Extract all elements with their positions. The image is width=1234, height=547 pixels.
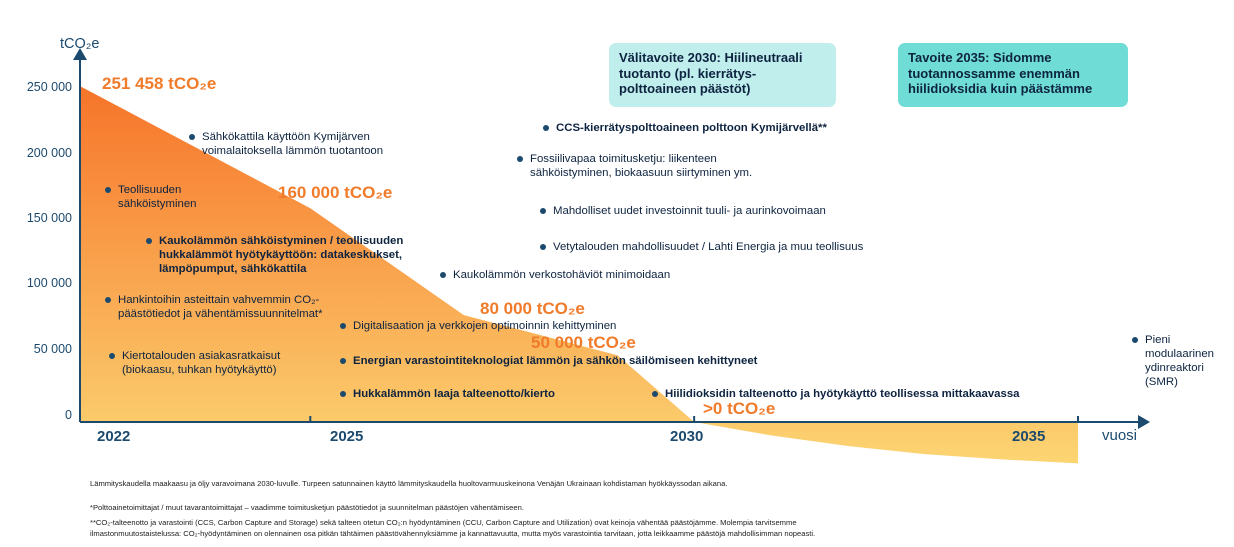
y-tick-label: 0: [65, 408, 72, 422]
annotation-item: Sähkökattila käyttöön Kymijärven voimalaitoksella lämmön tuotantoon: [202, 130, 452, 158]
annotation-item: Hukkalämmön laaja talteenotto/kierto: [353, 387, 653, 401]
annotation-item: Kaukolämmön sähköistyminen / teollisuuden hukkalämmöt hyötykäyttöön: datakeskukset, lämpöpumput, sähkökattila: [159, 234, 429, 276]
x-axis-arrow: [1138, 415, 1150, 429]
footnote-text: *Polttoainetoimittajat / muut tavarantoimittajat – vaadimme toimitusketjun päästötiedot ja suunnitelman päästöjen vähentämiseen.: [90, 503, 524, 512]
x-tick-label: 2025: [330, 428, 364, 445]
annotation-item: CCS-kierrätyspolttoaineen polttoon Kymijärvellä**: [556, 121, 876, 135]
bullet-icon: [105, 297, 111, 303]
milestone-label: >0 tCO₂e: [703, 399, 776, 418]
goal-2035-box: Tavoite 2035: Sidomme tuotannossamme enemmän hiilidioksidia kuin päästämme: [898, 43, 1128, 107]
bullet-icon: [340, 323, 346, 329]
annotation-item: Kiertotalouden asiakasratkaisut (biokaasu, tuhkan hyötykäyttö): [122, 349, 312, 377]
footnote-text: ilmastonmuutostaistelussa: CO₂-hyödyntäminen on olennainen osa pitkän tähtäimen päästövähennyksiämme ja kannattavuutta, mutta myös varastointia tarvitaan, jotta leikkaamme päästöjä mahdollisimman nopeasti.: [90, 529, 816, 538]
bullet-icon: [340, 391, 346, 397]
bullet-icon: [440, 272, 446, 278]
x-tick-label: 2030: [670, 428, 704, 445]
y-tick-label: 150 000: [26, 211, 72, 225]
annotation-item: Pieni modulaarinen ydinreaktori (SMR): [1145, 333, 1230, 389]
y-tick-label: 200 000: [26, 146, 72, 160]
annotation-item: Digitalisaation ja verkkojen optimoinnin kehittyminen: [353, 319, 673, 333]
annotation-item: Energian varastointiteknologiat lämmön ja sähkön säilömiseen kehittyneet: [353, 354, 803, 368]
bullet-icon: [340, 358, 346, 364]
x-tick-label: 2022: [97, 428, 131, 445]
x-axis-label: vuosi: [1102, 427, 1138, 444]
milestone-label: 80 000 tCO₂e: [480, 299, 585, 318]
x-tick-label: 2035: [1012, 428, 1046, 445]
bullet-icon: [1132, 337, 1138, 343]
y-axis-label: tCO₂e: [60, 36, 100, 52]
bullet-icon: [105, 187, 111, 193]
annotation-item: Fossiilivapaa toimitusketju: liikenteen sähköistyminen, biokaasuun siirtyminen ym.: [530, 152, 800, 180]
bullet-icon: [109, 353, 115, 359]
milestone-label: 160 000 tCO₂e: [278, 183, 393, 202]
footnote-text: **CO₂-talteenotto ja varastointi (CCS, Carbon Capture and Storage) sekä talteen otetun CO₂:n hyödyntäminen (CCU, Carbon Capture and Utilization) ovat keinoja vähentää päästöjämme. Molempia tarvitsemme: [90, 518, 797, 527]
y-tick-label: 50 000: [33, 342, 72, 356]
footnote-text: Lämmityskaudella maakaasu ja öljy varavoimana 2030-luvulle. Turpeen satunnainen käyttö lämmityskaudella huoltovarmuuskeinona Venäjän Ukrainaan kohdistaman hyökkäyssodan aikana.: [90, 479, 728, 488]
y-tick-label: 100 000: [26, 276, 72, 290]
annotation-item: Kaukolämmön verkostohäviöt minimoidaan: [453, 268, 753, 282]
milestone-label: 251 458 tCO₂e: [102, 74, 217, 93]
annotation-item: Vetytalouden mahdollisuudet / Lahti Energia ja muu teollisuus: [553, 240, 913, 254]
annotation-item: Hiilidioksidin talteenotto ja hyötykäyttö teollisessa mittakaavassa: [665, 387, 1065, 401]
bullet-icon: [543, 125, 549, 131]
goal-2030-box: Välitavoite 2030: Hiilineutraali tuotanto (pl. kierrätys-polttoaineen päästöt): [609, 43, 836, 107]
y-tick-label: 250 000: [26, 80, 72, 94]
bullet-icon: [146, 238, 152, 244]
annotation-item: Mahdolliset uudet investoinnit tuuli- ja aurinkovoimaan: [553, 204, 893, 218]
annotation-item: Teollisuuden sähköistyminen: [118, 183, 228, 211]
bullet-icon: [540, 244, 546, 250]
bullet-icon: [652, 391, 658, 397]
annotation-item: Hankintoihin asteittain vahvemmin CO₂-päästötiedot ja vähentämissuunnitelmat*: [118, 293, 328, 321]
bullet-icon: [540, 208, 546, 214]
bullet-icon: [189, 134, 195, 140]
bullet-icon: [517, 156, 523, 162]
milestone-label: 50 000 tCO₂e: [531, 333, 636, 352]
